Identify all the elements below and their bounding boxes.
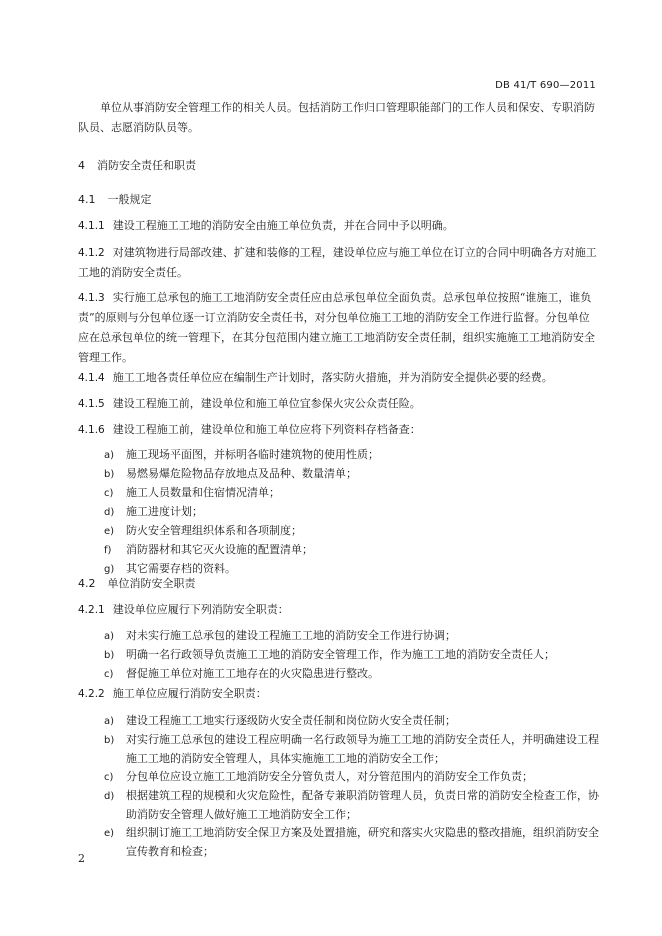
list-item: g) 其它需要存档的资料。 [104,562,236,575]
clause-4-2-1 [78,600,289,620]
clause-4-2-2-list [78,712,600,861]
clause-number: 4.1.2 [78,247,105,259]
clause-text: 对建筑物进行局部改建、扩建和装修的工程，建设单位应与施工单位在订立的合同中明确各方对施工工地的消防安全责任。 [78,246,597,279]
list-item: a) 建设工程施工工地实行逐级防火安全责任制和岗位防火安全责任制； [104,714,456,727]
clause-number: 4.1.4 [78,372,105,384]
section-4-2-heading [78,574,196,594]
list-item: c) 施工人员数量和住宿情况清单； [104,486,280,499]
clause-4-1-1 [78,216,454,236]
clause-text: 建设单位应履行下列消防安全职责： [112,603,289,616]
clause-4-1-4 [78,368,553,388]
clause-number: 4.1.5 [78,398,105,410]
clause-4-1-2 [78,243,600,283]
clause-number: 4.1.3 [78,292,105,304]
list-item: e) 组织制订施工工地消防安全保卫方案及处置措施，研究和落实火灾隐患的整改措施，组织消防安全宣传教育和检查； [104,826,599,858]
list-item: f) 消防器材和其它灭火设施的配置清单； [104,543,313,556]
clause-4-1-3 [78,288,600,368]
list-item: d) 施工进度计划； [104,505,203,518]
clause-number: 4.2.1 [78,604,105,616]
clause-text: 施工单位应履行消防安全职责： [112,687,267,700]
section-title: 消防安全责任和职责 [97,159,196,172]
clause-number: 4.2.2 [78,688,105,700]
list-item: b) 明确一名行政领导负责施工工地的消防安全管理工作，作为施工工地的消防安全责任人； [104,648,555,661]
clause-number: 4.1.6 [78,424,105,436]
intro-paragraph: 单位从事消防安全管理工作的相关人员。包括消防工作归口管理职能部门的工作人员和保安、专职消防队员、志愿消防队员等。 [78,101,595,134]
list-item: c) 督促施工单位对施工工地存在的火灾隐患进行整改。 [104,667,379,680]
clause-4-1-6-list [78,446,600,579]
section-number: 4.2 [78,577,96,590]
clause-text: 施工工地各责任单位应在编制生产计划时，落实防火措施，并为消防安全提供必要的经费。 [112,371,553,384]
clause-text: 建设工程施工工地的消防安全由施工单位负责，并在合同中予以明确。 [112,219,454,232]
section-4-1-heading [78,190,152,210]
clause-4-1-5 [78,394,421,414]
clause-4-2-2 [78,684,267,704]
list-item: e) 防火安全管理组织体系和各项制度； [104,524,302,537]
list-item: a) 对未实行施工总承包的建设工程施工工地的消防安全工作进行协调； [104,629,456,642]
section-title: 一般规定 [107,193,152,206]
page-number: 2 [78,852,85,865]
list-item: d) 根据建筑工程的规模和火灾危险性，配备专兼职消防管理人员，负责日常的消防安全检查工作，协助消防安全管理人做好施工工地消防安全工作； [104,789,599,821]
document-code: DB 41/T 690—2011 [495,80,596,91]
clause-number: 4.1.1 [78,220,105,232]
clause-4-1-6 [78,420,421,440]
list-item: c) 分包单位应设立施工工地消防安全分管负责人，对分管范围内的消防安全工作负责； [104,770,533,783]
list-item: b) 易燃易爆危险物品存放地点及品种、数量清单； [104,467,357,480]
section-number: 4 [78,159,85,172]
section-4-heading [78,156,196,176]
clause-text: 建设工程施工前，建设单位和施工单位应将下列资料存档备查： [112,423,421,436]
section-title: 单位消防安全职责 [107,577,196,590]
list-item: b) 对实行施工总承包的建设工程应明确一名行政领导为施工工地的消防安全责任人，并明确建设工程施工工地的消防安全管理人，具体实施施工工地的消防安全工作； [104,733,599,765]
section-number: 4.1 [78,193,96,206]
clause-text: 建设工程施工前，建设单位和施工单位宜参保火灾公众责任险。 [112,397,421,410]
list-item: a) 施工现场平面图，并标明各临时建筑物的使用性质； [104,448,379,461]
clause-4-2-1-list [78,627,600,684]
clause-text: 实行施工总承包的施工工地消防安全责任应由总承包单位全面负责。总承包单位按照“谁施工，谁负责”的原则与分包单位逐一订立消防安全责任书，对分包单位施工工地的消防安全工作进行监督。分包单位应在总承包单位的统一管理下，在其分包范围内建立施工工地消防安全责任制，组织实施施工工地消防安全管理工作。 [78,291,595,364]
